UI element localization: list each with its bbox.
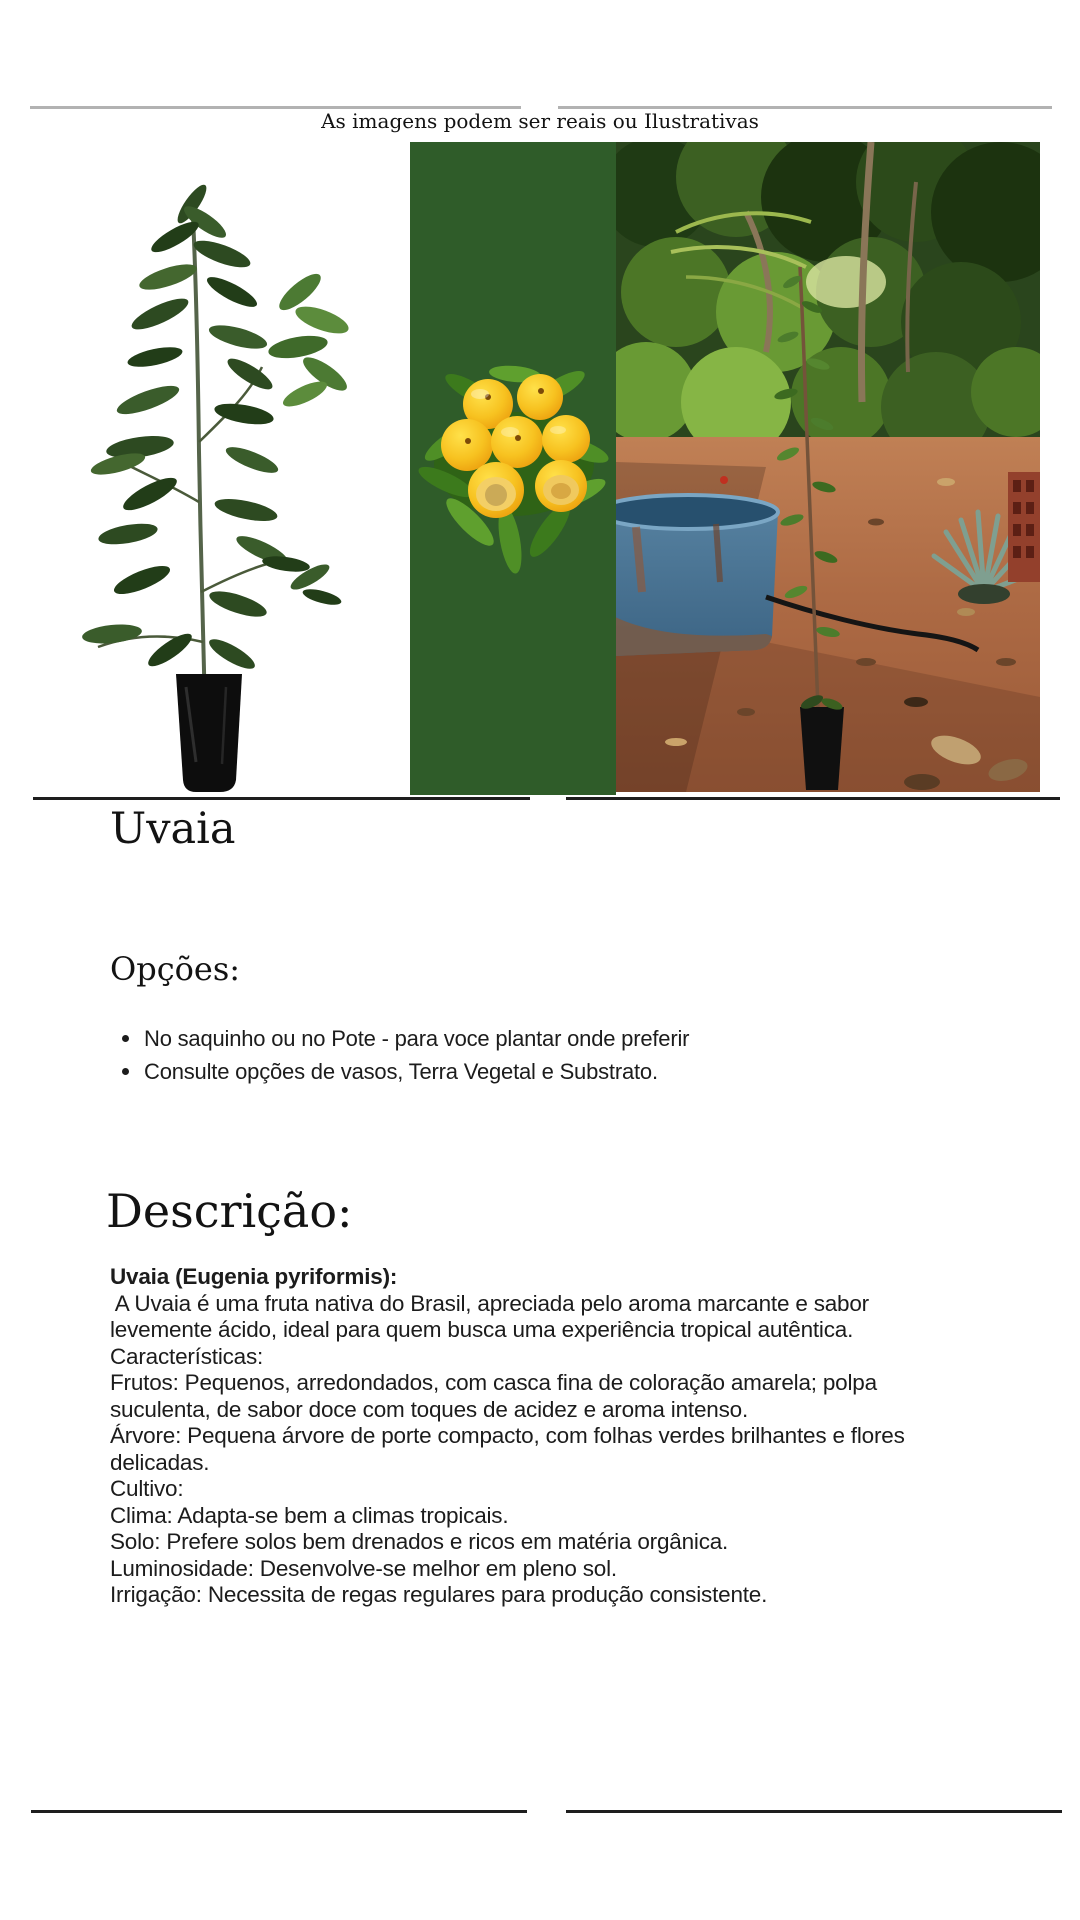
water-barrel — [616, 495, 778, 656]
brick-stack — [1008, 472, 1040, 582]
bullet-icon — [122, 1068, 129, 1075]
divider-mid-right — [566, 797, 1060, 800]
description-heading: Descrição: — [106, 1184, 353, 1238]
product-image-fruits[interactable] — [410, 142, 616, 795]
options-heading: Opções: — [110, 950, 241, 988]
description-line: Luminosidade: Desenvolve-se melhor em pleno sol. — [110, 1555, 617, 1581]
product-title: Uvaia — [110, 804, 236, 854]
divider-mid-left — [33, 797, 530, 800]
description-line: Clima: Adapta-se bem a climas tropicais. — [110, 1502, 509, 1528]
divider-bottom-left — [31, 1810, 527, 1813]
description-line: levemente ácido, ideal para quem busca uma experiência tropical autêntica. — [110, 1317, 854, 1342]
description-line: delicadas. — [110, 1449, 210, 1475]
option-item — [122, 1022, 689, 1055]
product-image-field[interactable] — [616, 142, 1040, 792]
description-line: Frutos: Pequenos, arredondados, com casca fina de coloração amarela; polpa — [110, 1370, 877, 1395]
option-text: No saquinho ou no Pote - para voce plantar onde preferir — [144, 1025, 690, 1051]
description-lead: Uvaia (Eugenia pyriformis): — [110, 1264, 398, 1289]
product-image-gallery — [0, 142, 1080, 795]
option-text: Consulte opções de vasos, Terra Vegetal e Substrato. — [144, 1058, 658, 1084]
nursery-bag — [176, 674, 242, 792]
description-line: Irrigação: Necessita de regas regulares para produção consistente. — [110, 1582, 768, 1607]
product-image-seedling[interactable] — [0, 142, 410, 793]
bullet-icon — [122, 1035, 129, 1042]
options-list — [122, 1022, 689, 1088]
option-item — [122, 1055, 689, 1088]
description-line: Árvore: Pequena árvore de porte compacto, com folhas verdes brilhantes e flores — [110, 1423, 905, 1448]
divider-bottom-right — [566, 1810, 1062, 1813]
image-disclaimer-text: As imagens podem ser reais ou Ilustrativas — [321, 109, 759, 133]
description-line: Solo: Prefere solos bem drenados e ricos em matéria orgânica. — [110, 1529, 729, 1554]
field-vegetation — [616, 142, 1040, 462]
description-line: suculenta, de sabor doce com toques de acidez e aroma intenso. — [110, 1396, 749, 1422]
description-text — [110, 1264, 1030, 1609]
description-line: A Uvaia é uma fruta nativa do Brasil, apreciada pelo aroma marcante e sabor — [110, 1290, 869, 1316]
description-line: Características: — [110, 1343, 264, 1369]
description-line: Cultivo: — [110, 1476, 184, 1501]
